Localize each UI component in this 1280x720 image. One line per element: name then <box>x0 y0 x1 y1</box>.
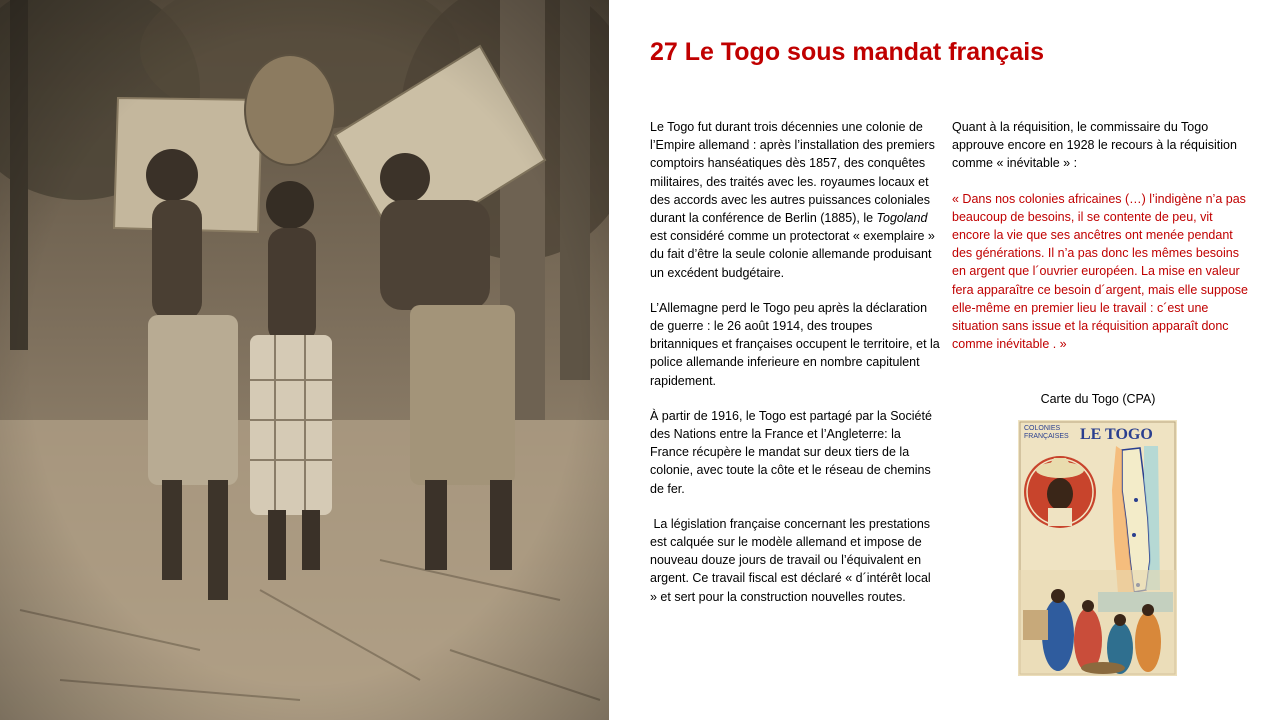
paragraph-1916-mandate: À partir de 1916, le Togo est partagé par la Société des Nations entre la France et l’Angleterre: la France récupère le mandat sur deux tiers de la colonie, avec toute la côte et le réseau de chemins de fer. <box>650 408 932 496</box>
togoland-italic: Togoland <box>876 211 928 226</box>
postcard-header-francaises: FRANÇAISES <box>1024 433 1069 440</box>
paragraph-1914: L’Allemagne perd le Togo peu après la déclaration de guerre : le 26 août 1914, des troupes britanniques et françaises occupent le territoire, et la police allemande inferieure en nombre capitulent rapidement. <box>650 300 940 388</box>
paragraph-text: Le Togo fut durant trois décennies une colonie de l’Empire allemand : après l’installation des premiers comptoirs hanséatiques dès 1857, des conquêtes militaires, des traités avec les. royaumes locaux et des accords avec les autres puissances coloniales durant la conférence de Berlin (1885), le <box>650 120 935 226</box>
left-text-column <box>650 118 940 623</box>
historical-photo-porters <box>0 0 609 720</box>
map-caption: Carte du Togo (CPA) <box>1040 392 1156 406</box>
postcard-header-colonies: COLONIES <box>1024 425 1061 432</box>
paragraph-text: est considéré comme un protectorat « exemplaire » du fait d’être la seule colonie allemande produisant un excédent budgétaire. <box>650 229 935 280</box>
paragraph-legislation: La législation française concernant les prestations est calquée sur le modèle allemand et impose de nouveau douze jours de travail ou l’équivalent en argent. Ce travail fiscal est déclaré « d´intérêt local » et sert pour la construction nouvelles routes. <box>650 516 935 604</box>
right-text-column <box>952 118 1252 370</box>
paragraph-german-colony <box>650 118 940 282</box>
togo-postcard-map <box>1018 420 1177 676</box>
postcard-header-title: LE TOGO <box>1080 426 1153 443</box>
commissioner-quote: « Dans nos colonies africaines (…) l’indigène n’a pas beaucoup de besoins, il se contente de peu, vit encore la vie que ses ancêtres ont menée pendant des générations. Il n’a pas donc les mêmes besoins en argent que l´ouvrier européen. La mise en valeur fera apparaître ce besoin d´argent, mais elle suppose elle-même en premier lieu le travail : c´est une situation sans issue et la réquisition apparaît donc comme inévitable . » <box>952 191 1249 352</box>
paragraph-requisition: Quant à la réquisition, le commissaire du Togo approuve encore en 1928 le recours à la réquisition comme « inévitable » : <box>952 120 1237 171</box>
page-title: 27 Le Togo sous mandat français <box>650 38 1045 66</box>
